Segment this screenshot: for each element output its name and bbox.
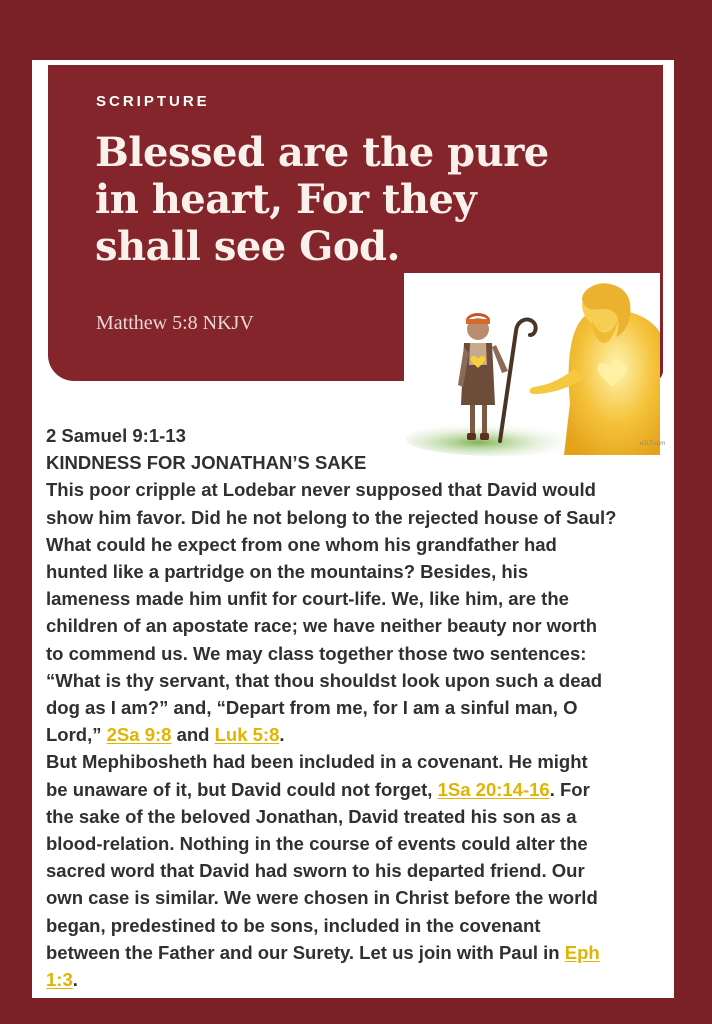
text-line	[46, 939, 666, 966]
link-eph-1-3-part2[interactable]: 1:3	[46, 969, 73, 991]
illustration-watermark: eJLT.com	[640, 441, 666, 447]
text-fragment: . For	[549, 778, 590, 800]
text-fragment: Lord,”	[46, 724, 107, 746]
text-line: children of an apostate race; we have neither beauty nor worth	[46, 615, 598, 637]
text-line: blood-relation. Nothing in the course of events could alter the	[46, 833, 588, 855]
text-line: to commend us. We may class together those two sentences:	[46, 642, 587, 664]
verse-line: in heart, For they	[95, 176, 477, 223]
verse-line: Blessed are the pure	[95, 129, 549, 176]
card-eyebrow: SCRIPTURE	[96, 93, 210, 110]
text-line: What could he expect from one whom his grandfather had	[46, 533, 557, 555]
text-line: This poor cripple at Lodebar never supposed that David would	[46, 479, 596, 501]
verse-text	[95, 129, 615, 270]
text-line: own case is similar. We were chosen in Christ before the world	[46, 887, 598, 909]
text-fragment: and	[171, 724, 215, 746]
link-luk-5-8[interactable]: Luk 5:8	[214, 724, 280, 746]
text-line	[46, 721, 666, 748]
text-fragment: .	[72, 969, 78, 991]
devotional-title: KINDNESS FOR JONATHAN’S SAKE	[46, 452, 367, 474]
page	[32, 60, 674, 998]
text-fragment: .	[279, 724, 285, 746]
link-eph-1-3-part1[interactable]: Eph	[564, 941, 600, 963]
text-line: “What is thy servant, that thou shouldst look upon such a dead	[46, 669, 603, 691]
text-line: lameness made him unfit for court-life. We, like him, are the	[46, 588, 569, 610]
paragraph-2	[46, 748, 666, 993]
text-line	[46, 966, 666, 993]
text-fragment: between the Father and our Surety. Let us join with Paul in	[46, 941, 565, 963]
text-line	[46, 776, 666, 803]
verse-reference: Matthew 5:8 NKJV	[96, 312, 254, 334]
text-line: dog as I am?” and, “Depart from me, for I am a sinful man, O	[46, 697, 578, 719]
text-line: the sake of the beloved Jonathan, David treated his son as a	[46, 805, 577, 827]
text-line: show him favor. Did he not belong to the rejected house of Saul?	[46, 506, 617, 528]
text-line: But Mephibosheth had been included in a covenant. He might	[46, 751, 588, 773]
link-2sa-9-8[interactable]: 2Sa 9:8	[106, 724, 172, 746]
verse-line: shall see God.	[95, 223, 400, 270]
text-line: sacred word that David had sworn to his departed friend. Our	[46, 860, 585, 882]
paragraph-1	[46, 476, 666, 748]
devotional-body	[46, 422, 666, 993]
text-line: hunted like a partridge on the mountains? Besides, his	[46, 561, 529, 583]
text-fragment: be unaware of it, but David could not forget,	[46, 778, 438, 800]
text-line: began, predestined to be sons, included in the covenant	[46, 914, 541, 936]
link-1sa-20-14-16[interactable]: 1Sa 20:14-16	[437, 778, 550, 800]
passage-reference: 2 Samuel 9:1-13	[46, 425, 186, 446]
